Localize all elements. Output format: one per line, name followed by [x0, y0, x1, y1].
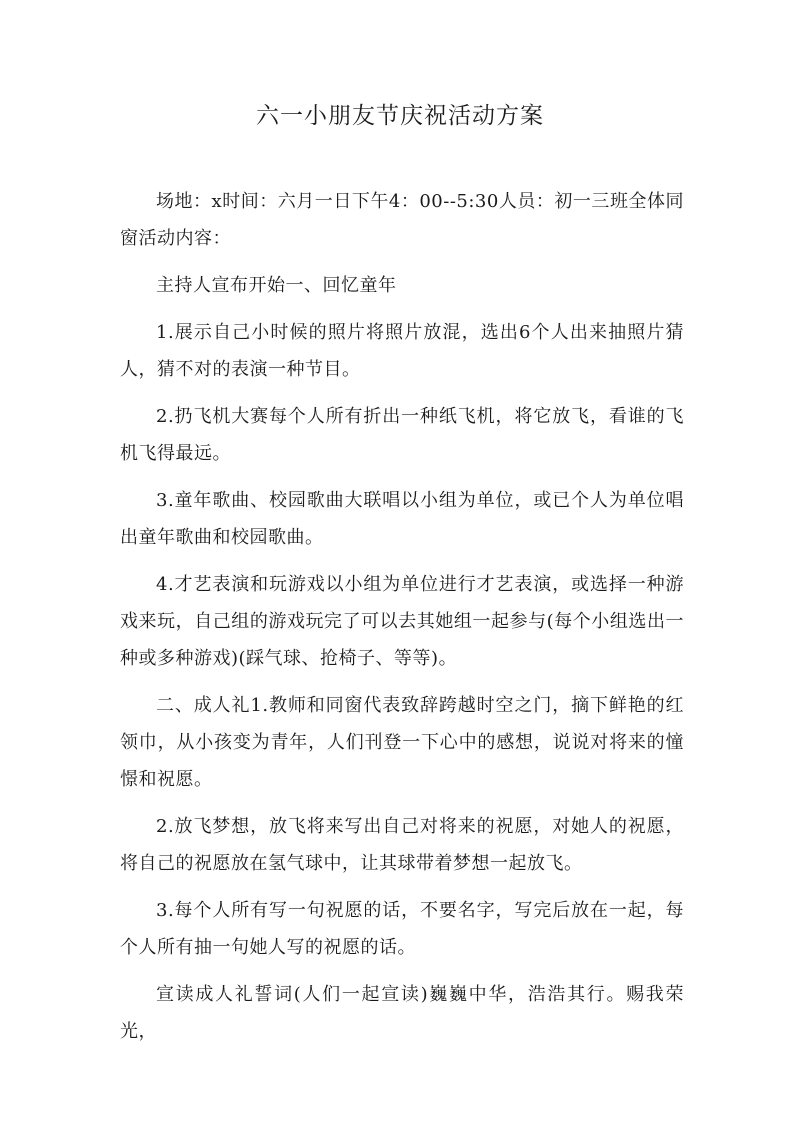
paragraph-oath: 宣读成人礼誓词(人们一起宣读)巍巍中华，浩浩其行。赐我荣光，: [120, 984, 684, 1042]
paragraph-paper-plane: 2.扔飞机大赛每个人所有折出一种纸飞机，将它放飞，看谁的飞机飞得最远。: [120, 406, 684, 464]
document-body: [120, 183, 684, 1060]
paragraph-host-opening: 主持人宣布开始一、回忆童年: [156, 275, 397, 296]
paragraph-songs: 3.童年歌曲、校园歌曲大联唱以小组为单位，或已个人为单位唱出童年歌曲和校园歌曲。: [120, 490, 684, 548]
paragraph-release-dreams: 2.放飞梦想，放飞将来写出自己对将来的祝愿，对她人的祝愿，将自己的祝愿放在氢气球中，让其球带着梦想一起放飞。: [120, 816, 684, 874]
paragraph-photo-guess: 1.展示自己小时候的照片将照片放混，选出6个人出来抽照片猜人，猜不对的表演一种节目。: [120, 322, 684, 380]
document-title: 六一小朋友节庆祝活动方案: [256, 103, 544, 129]
paragraph-talent-games: 4.才艺表演和玩游戏以小组为单位进行才艺表演，或选择一种游戏来玩，自己组的游戏玩完了可以去其她组一起参与(每个小组选出一种或多种游戏)(踩气球、抢椅子、等等)。: [120, 574, 684, 669]
paragraph-coming-of-age: 二、成人礼1.教师和同窗代表致辞跨越时空之门，摘下鲜艳的红领巾，从小孩变为青年，人们刊登一下心中的感想，说说对将来的憧憬和祝愿。: [120, 695, 684, 790]
paragraph-wishes: 3.每个人所有写一句祝愿的话，不要名字，写完后放在一起，每个人所有抽一句她人写的祝愿的话。: [120, 900, 684, 958]
paragraph-venue-time: 场地：x时间：六月一日下午4：00--5:30人员：初一三班全体同窗活动内容：: [120, 191, 684, 249]
